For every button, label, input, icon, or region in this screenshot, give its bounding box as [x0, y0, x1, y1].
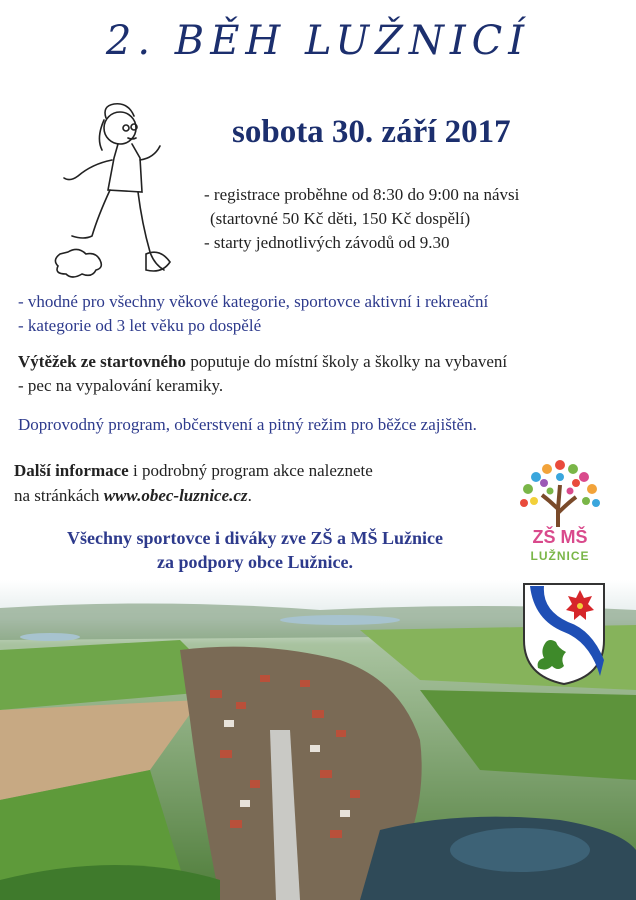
categories-list: [18, 290, 488, 338]
registration-list: [204, 183, 519, 255]
info-paragraph: [14, 458, 373, 508]
logo-school-label: ZŠ MŠ: [532, 527, 588, 547]
poster-title: 2. BĚH LUŽNICÍ: [105, 18, 531, 64]
category-line: - kategorie od 3 let věku po dospělé: [18, 316, 262, 335]
registration-line: - starty jednotlivých závodů od 9.30: [204, 233, 450, 252]
info-text: i podrobný program akce naleznete: [128, 461, 373, 480]
info-prefix: na stránkách: [14, 486, 104, 505]
registration-line: - registrace proběhne od 8:30 do 9:00 na návsi: [204, 185, 520, 204]
registration-line: (startovné 50 Kč děti, 150 Kč dospělí): [210, 209, 471, 228]
proceeds-line2: - pec na vypalování keramiky.: [18, 376, 224, 395]
category-line: - vhodné pro všechny věkové kategorie, sportovce aktivní i rekreační: [18, 292, 489, 311]
invitation-line: Všechny sportovce i diváky zve ZŠ a MŠ Lužnice: [67, 528, 443, 548]
info-bold: Další informace: [14, 461, 129, 480]
website-link[interactable]: www.obec-luznice.cz: [103, 486, 248, 505]
proceeds-paragraph: [18, 350, 507, 398]
invitation-text: [10, 526, 500, 574]
proceeds-bold: Výtěžek ze startovného: [18, 352, 187, 371]
invitation-line: za podpory obce Lužnice.: [157, 552, 353, 572]
info-suffix: .: [247, 486, 252, 505]
municipal-coat-of-arms-icon: [520, 580, 608, 688]
logo-town-label: LUŽNICE: [530, 549, 590, 563]
event-date: sobota 30. září 2017: [232, 114, 511, 150]
runner-illustration-icon: [42, 98, 192, 288]
proceeds-text: poputuje do místní školy a školky na vybavení: [186, 352, 508, 371]
program-text: Doprovodný program, občerstvení a pitný režim pro běžce zajištěn.: [18, 415, 477, 434]
